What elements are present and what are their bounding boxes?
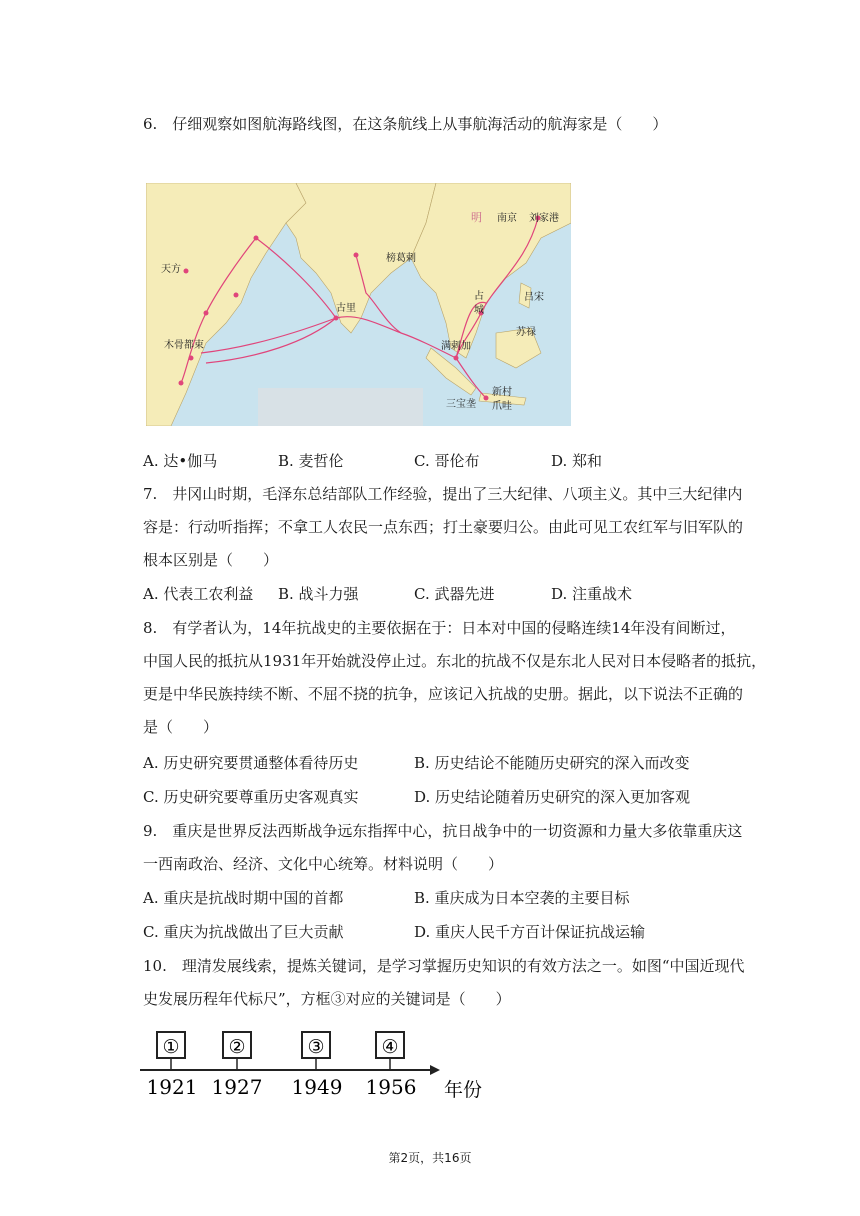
timeline-year-1: 1921 <box>146 1075 198 1099</box>
q8-option-b[interactable]: B. 历史结论不能随历史研究的深入而改变 <box>414 754 690 772</box>
label-sulu: 苏禄 <box>516 327 536 338</box>
q9-line-2: 一西南政治、经济、文化中心统筹。材料说明（ ） <box>143 855 504 873</box>
timeline-year-4: 1956 <box>365 1075 417 1099</box>
port-dhofar <box>234 293 239 298</box>
q7-line-3: 根本区别是（ ） <box>143 551 279 569</box>
q8-line-4: 是（ ） <box>143 718 219 736</box>
label-liujiagang: 刘家港 <box>529 213 559 224</box>
year-timeline <box>138 1030 498 1105</box>
voyage-map-svg <box>146 183 571 426</box>
q8-line-1: 8. 有学者认为，14年抗战史的主要依据在于：日本对中国的侵略连续14年没有间断过， <box>143 619 736 637</box>
q9-option-b[interactable]: B. 重庆成为日本空袭的主要目标 <box>414 889 630 907</box>
label-tianfang: 天方 <box>161 264 181 275</box>
port-manlajia <box>454 356 459 361</box>
q9-option-d[interactable]: D. 重庆人民千方百计保证抗战运输 <box>414 923 646 941</box>
q9-option-a[interactable]: A. 重庆是抗战时期中国的首都 <box>143 889 344 907</box>
q6-option-d[interactable]: D. 郑和 <box>551 452 603 470</box>
timeline-box-1-label: ① <box>162 1036 180 1058</box>
label-nanjing: 南京 <box>497 213 517 224</box>
port-malindi <box>179 381 184 386</box>
timeline-axis-label: 年份 <box>443 1079 483 1101</box>
q10-line-1: 10. 理清发展线索，提炼关键词，是学习掌握历史知识的有效方法之一。如图“中国近现代 <box>143 957 745 975</box>
q8-option-c[interactable]: C. 历史研究要尊重历史客观真实 <box>143 788 359 806</box>
q10-line-2: 史发展历程年代标尺”，方框③对应的关键词是（ ） <box>143 990 511 1008</box>
port-hormuz <box>254 236 259 241</box>
q9-line-1: 9. 重庆是世界反法西斯战争远东指挥中心，抗日战争中的一切资源和力量大多依靠重庆这 <box>143 822 743 840</box>
q8-line-2: 中国人民的抵抗从1931年开始就没停止过。东北的抗战不仅是东北人民对日本侵略者的抵抗， <box>143 652 767 670</box>
label-zhancheng-2: 城 <box>474 305 484 316</box>
q8-option-a[interactable]: A. 历史研究要贯通整体看待历史 <box>143 754 359 772</box>
q7-option-d[interactable]: D. 注重战术 <box>551 585 633 603</box>
label-manlajia: 满剌加 <box>441 341 471 352</box>
timeline-year-2: 1927 <box>211 1075 263 1099</box>
label-sanbaolong: 三宝垄 <box>446 399 476 410</box>
voyage-map <box>146 183 571 426</box>
timeline-year-3: 1949 <box>291 1075 343 1099</box>
page-footer: 第2页，共16页 <box>388 1151 472 1165</box>
map-mask <box>258 388 423 426</box>
q6-stem: 6. 仔细观察如图航海路线图，在这条航线上从事航海活动的航海家是（ ） <box>143 115 668 133</box>
q7-line-2: 容是：行动听指挥；不拿工人农民一点东西；打土豪要归公。由此可见工农红军与旧军队的 <box>143 518 744 536</box>
label-lusong: 吕宋 <box>524 292 544 303</box>
label-guli: 古里 <box>336 303 356 314</box>
q8-option-d[interactable]: D. 历史结论随着历史研究的深入更加客观 <box>414 788 691 806</box>
q7-line-1: 7. 井冈山时期，毛泽东总结部队工作经验，提出了三大纪律、八项主义。其中三大纪律内 <box>143 485 743 503</box>
q9-option-c[interactable]: C. 重庆为抗战做出了巨大贡献 <box>143 923 344 941</box>
q6-option-a[interactable]: A. 达•伽马 <box>143 452 218 470</box>
port-bengal <box>354 253 359 258</box>
timeline-box-3-label: ③ <box>307 1036 325 1058</box>
q7-option-b[interactable]: B. 战斗力强 <box>278 585 359 603</box>
label-ming: 明 <box>471 211 482 224</box>
label-zhancheng-1: 占 <box>474 291 484 302</box>
port-java <box>484 396 489 401</box>
label-mugudushu: 木骨都束 <box>164 340 204 351</box>
timeline-arrow <box>430 1065 440 1075</box>
timeline-boxes <box>157 1032 404 1070</box>
label-zhaowa: 爪哇 <box>492 401 512 412</box>
port-guli <box>334 316 339 321</box>
timeline-box-4-label: ④ <box>381 1036 399 1058</box>
port-aden <box>204 311 209 316</box>
timeline-box-2-label: ② <box>228 1036 246 1058</box>
q7-option-c[interactable]: C. 武器先进 <box>414 585 495 603</box>
label-xincun: 新村 <box>492 387 512 398</box>
port-mogadishu <box>189 356 194 361</box>
year-timeline-svg <box>138 1030 498 1105</box>
port-tianfang <box>184 269 189 274</box>
label-bangela: 榜葛剌 <box>386 253 416 264</box>
q6-option-b[interactable]: B. 麦哲伦 <box>278 452 344 470</box>
q6-option-c[interactable]: C. 哥伦布 <box>414 452 480 470</box>
q8-line-3: 更是中华民族持续不断、不屈不挠的抗争，应该记入抗战的史册。据此，以下说法不正确的 <box>143 685 744 703</box>
q7-option-a[interactable]: A. 代表工农利益 <box>143 585 254 603</box>
